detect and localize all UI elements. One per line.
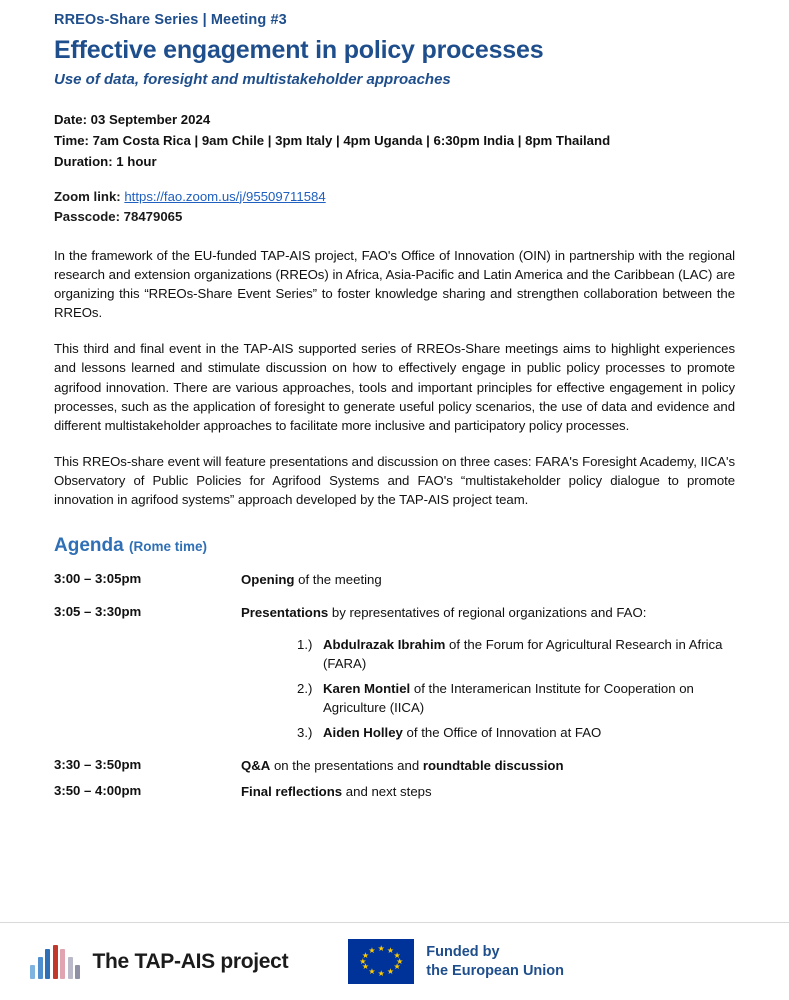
- agenda-description-bold: Opening: [241, 572, 295, 588]
- agenda-time: 3:00 – 3:05pm: [54, 571, 142, 587]
- agenda-description: [241, 757, 735, 775]
- speaker-affiliation: of the Forum for Agricultural Research in Africa (FARA): [323, 637, 723, 671]
- meta-time: [54, 133, 735, 148]
- body-paragraph-3: This RREOs-share event will feature presentations and discussion on three cases: FARA's Foresight Academy, IICA's Observatory of Public Policies for Agrifood Systems and FAO's “multistakeholder policy dialogue to promote innovation in agrifood systems” approach developed by the TAP-AIS project team.: [54, 454, 735, 508]
- speaker-name: Abdulrazak Ibrahim: [323, 637, 446, 653]
- speaker-list: [54, 636, 735, 742]
- agenda-time: 3:50 – 4:00pm: [54, 783, 142, 799]
- tapais-logo: [30, 945, 288, 979]
- zoom-link[interactable]: https://fao.zoom.us/j/95509711584: [124, 188, 326, 204]
- meeting-meta: [54, 112, 735, 169]
- agenda-description-rest: of the meeting: [294, 572, 382, 588]
- duration-label: Duration:: [54, 153, 113, 169]
- page-title: Effective engagement in policy processes: [54, 36, 544, 64]
- agenda-description: [241, 783, 735, 801]
- zoom-passcode-row: [54, 209, 735, 224]
- date-label: Date:: [54, 111, 87, 127]
- list-item: [297, 680, 735, 717]
- speaker-affiliation: of the Office of Innovation at FAO: [402, 725, 602, 741]
- agenda-time: 3:30 – 3:50pm: [54, 756, 142, 772]
- tapais-label: The TAP-AIS project: [92, 949, 289, 973]
- agenda-heading-text: Agenda: [54, 535, 124, 557]
- agenda-description-rest: and next steps: [342, 784, 432, 800]
- agenda-row: [54, 757, 735, 775]
- time-label: Time:: [54, 132, 89, 148]
- speaker-name: Karen Montiel: [323, 681, 411, 697]
- agenda-description: [241, 604, 735, 622]
- tapais-bars-icon: [30, 945, 83, 979]
- zoom-link-row: [54, 189, 735, 204]
- agenda-description: [241, 571, 735, 589]
- passcode-label: Passcode:: [54, 208, 120, 224]
- meta-duration: [54, 154, 735, 169]
- agenda-description-rest: on the presentations and: [270, 757, 423, 773]
- zoom-link-label: Zoom link:: [54, 188, 121, 204]
- body-paragraph-2: This third and final event in the TAP-AIS supported series of RREOs-Share meetings aims to highlight experiences and lessons learned and stimulate discussion on how to effectively engage in public policy processes to promote agrifood innovation. There are various approaches, tools and important principles for effective engagement in policy processes, such as the application of foresight to generate useful policy scenarios, the use of data and evidence and different multistakeholder approaches to facilitate more inclusive and participatory policy processes.: [54, 341, 735, 433]
- meta-date: [54, 112, 735, 127]
- duration-value: 1 hour: [116, 153, 157, 169]
- zoom-info: [54, 189, 735, 224]
- agenda-row: [54, 604, 735, 622]
- eu-funding-text: [426, 943, 564, 981]
- passcode-value: 78479065: [123, 208, 183, 224]
- agenda-description-bold: Presentations: [241, 604, 329, 620]
- eu-flag-icon: ★ ★ ★ ★ ★ ★ ★ ★ ★ ★ ★ ★: [348, 939, 414, 984]
- agenda-description-bold: Final reflections: [241, 784, 343, 800]
- date-value: 03 September 2024: [90, 111, 211, 127]
- agenda-description-bold: Q&A: [241, 757, 271, 773]
- series-label: RREOs-Share Series | Meeting #3: [54, 12, 287, 28]
- page-subtitle: Use of data, foresight and multistakeholder approaches: [54, 70, 451, 88]
- eu-funding-line-2: the European Union: [426, 962, 565, 979]
- eu-funding-logo: [348, 939, 564, 984]
- speaker-affiliation: of the Interamerican Institute for Cooperation on Agriculture (IICA): [323, 681, 694, 715]
- list-item: [297, 636, 735, 673]
- time-value: 7am Costa Rica | 9am Chile | 3pm Italy | 4pm Uganda | 6:30pm India | 8pm Thailand: [92, 132, 611, 148]
- agenda-time: 3:05 – 3:30pm: [54, 603, 142, 619]
- agenda-description-rest: by representatives of regional organizations and FAO:: [328, 604, 647, 620]
- agenda-closing-rows: [54, 757, 735, 802]
- speaker-name: Aiden Holley: [323, 725, 403, 741]
- eu-funding-line-1: Funded by: [426, 943, 500, 960]
- agenda-row: [54, 571, 735, 589]
- page-footer: [0, 922, 789, 1000]
- body-paragraph-1: In the framework of the EU-funded TAP-AIS project, FAO's Office of Innovation (OIN) in partnership with the regional research and extension organizations (RREOs) in Africa, Asia-Pacific and Latin America and the Caribbean (LAC) are organizing this “RREOs-Share Event Series” to foster knowledge sharing and strengthen collaboration between the RREOs.: [54, 247, 735, 321]
- list-item: [297, 724, 735, 742]
- agenda-description-bold-2: roundtable discussion: [422, 757, 564, 773]
- agenda-row: [54, 783, 735, 801]
- agenda-heading-note: (Rome time): [128, 539, 207, 555]
- agenda-heading: [54, 535, 735, 557]
